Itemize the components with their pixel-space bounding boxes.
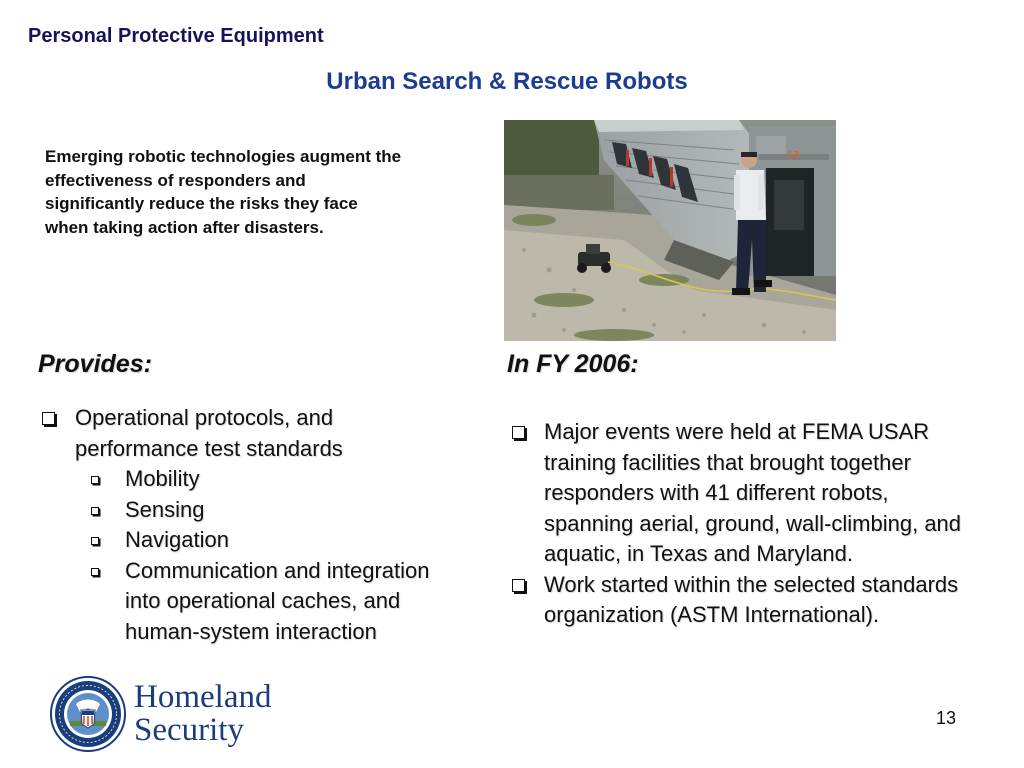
- page-number: 13: [936, 708, 957, 728]
- list-item: [508, 570, 968, 631]
- checkbox-bullet-icon: [512, 579, 525, 592]
- logo-line-2: Security: [134, 712, 244, 748]
- car-number: 13: [787, 149, 800, 161]
- fy2006-list: [508, 417, 968, 631]
- small-checkbox-bullet-icon: [91, 537, 99, 545]
- fy2006-heading: In FY 2006:: [507, 350, 639, 378]
- sub-item-text: Mobility: [125, 466, 200, 491]
- sub-item-text: Sensing: [125, 496, 205, 522]
- provides-heading: Provides:: [38, 350, 152, 378]
- sub-list-item: [75, 556, 458, 648]
- list-item-text: Operational protocols, and performance test standards: [75, 405, 343, 461]
- small-checkbox-bullet-icon: [91, 476, 99, 484]
- logo-line-1: Homeland: [134, 679, 272, 715]
- checkbox-bullet-icon: [42, 412, 55, 425]
- sub-item-text: Navigation: [125, 527, 229, 552]
- sub-list-item: [75, 525, 458, 556]
- small-checkbox-bullet-icon: [91, 568, 99, 576]
- list-item: [38, 403, 458, 647]
- homeland-security-wordmark: [134, 681, 271, 747]
- list-item-text: Work started within the selected standards organization (ASTM International).: [544, 571, 959, 627]
- dhs-seal-icon: [50, 676, 126, 752]
- list-item-text: Major events were held at FEMA USAR training facilities that brought together responders with 41 different robots, spanning aerial, ground, wall-climbing, and aquatic, in Texas and Maryland.: [544, 419, 962, 566]
- small-checkbox-bullet-icon: [91, 507, 99, 515]
- sub-item-text: Communication and integration into operational caches, and human-system interaction: [125, 557, 430, 644]
- provides-list: [38, 403, 458, 647]
- sub-list-item: [75, 495, 458, 526]
- slide-title: Urban Search & Rescue Robots: [326, 68, 688, 95]
- sub-list-item: [75, 464, 458, 495]
- checkbox-bullet-icon: [512, 426, 525, 439]
- intro-text: Emerging robotic technologies augment the effectiveness of responders and significantly reduce the risks they face when taking action after disasters.: [45, 147, 402, 237]
- rescue-robot-photo: [504, 120, 836, 341]
- section-title: Personal Protective Equipment: [28, 25, 324, 47]
- sub-list: [75, 464, 458, 647]
- list-item: [508, 417, 968, 570]
